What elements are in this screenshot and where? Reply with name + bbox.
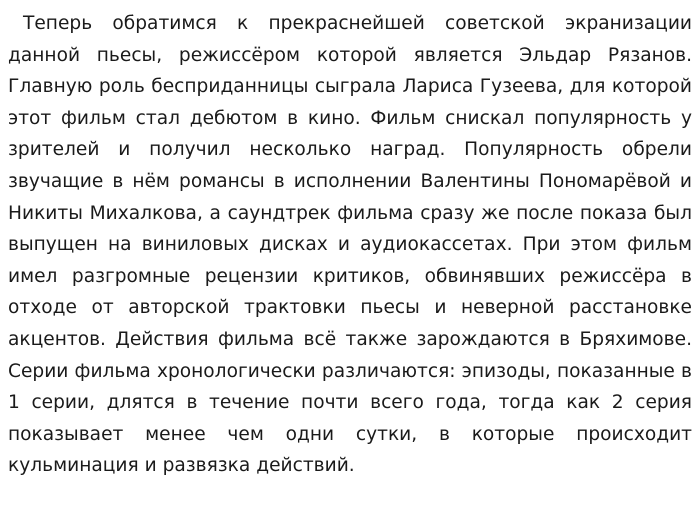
body-paragraph: Теперь обратимся к прекраснейшей советской экранизации данной пьесы, режиссёром которой является Эльдар Рязанов. Главную роль бесприданницы сыграла Лариса Гузеева, для которой этот фильм стал дебютом в кино. Фильм снискал популярность у зрителей и получил несколько наград. Популярность обрели звучащие в нём романсы в исполнении Валентины Пономарёвой и Никиты Михалкова, а саундтрек фильма сразу же после показа был выпущен на виниловых дисках и аудиокассетах. При этом фильм имел разгромные рецензии критиков, обвинявших режиссёра в отходе от авторской трактовки пьесы и неверной расстановке акцентов. Действия фильма всё также зарождаются в Бряхимове. Серии фильма хронологически различаются: эпизоды, показанные в 1 серии, длятся в течение почти всего года, тогда как 2 серия показывает менее чем одни сутки, в которые происходит кульминация и развязка действий. [8,13,692,477]
